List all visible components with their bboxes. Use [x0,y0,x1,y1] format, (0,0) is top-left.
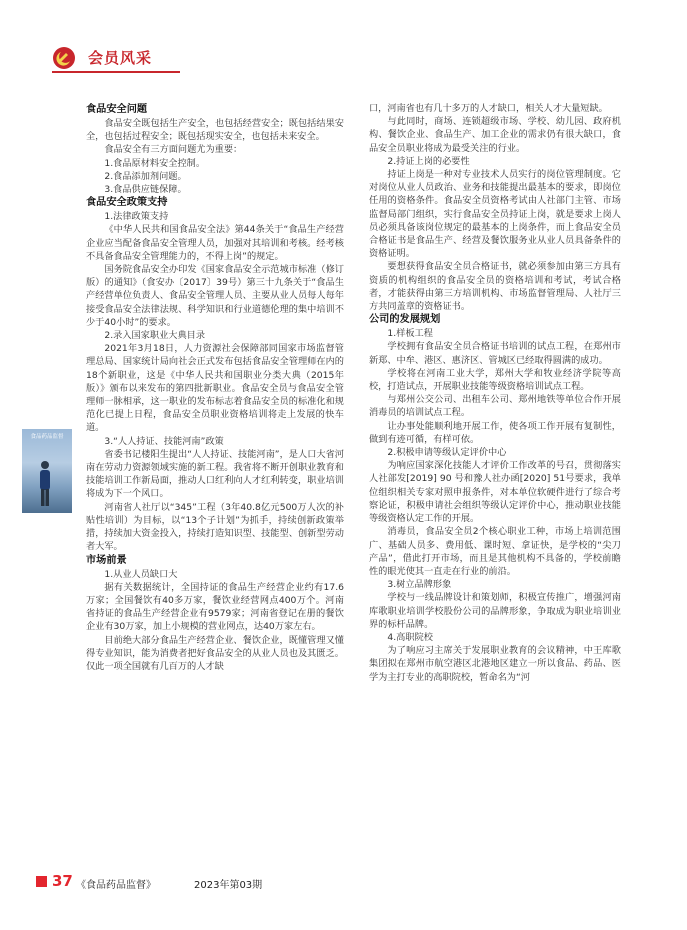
paragraph: 食品安全既包括生产安全，也包括经营安全；既包括结果安全，也包括过程安全；既包括现实安全，也包括未来安全。 [86,118,344,143]
paragraph: 与此同时，商场、连锁超级市场、学校、幼儿园、政府机构、餐饮企业、食品生产、加工企业的需求仍有很大缺口，食品安全员职业将成为最受关注的行业。 [369,116,621,154]
paragraph: 据有关数据统计，全国持证的食品生产经营企业约有17.6万家；全国餐饮有40多万家，餐饮业经营网点400万个。河南省持证的食品生产经营企业有9579家；河南省登记在册的餐饮企业有30万家，加上小规模的营业网点，达40万家左右。 [86,581,344,633]
side-photo [22,429,72,513]
header-rule [52,71,180,73]
list-item: 2.食品添加剂问题。 [104,170,187,182]
list-item: 2.积极申请等级认定评价中心 [387,447,507,459]
list-item: 3.“人人持证、技能河南”政策 [104,435,224,447]
issue-label: 2023年第03期 [194,880,263,891]
paragraph: 《中华人民共和国食品安全法》第44条关于“食品生产经营企业应当配备食品安全管理人员，加强对其培训和考核。经考核不具备食品安全管理能力的，不得上岗”的规定。 [86,224,344,262]
section-header [52,46,192,72]
paragraph: 学校与一线品牌设计和策划师，积极宣传推广，增强河南库歌职业培训学校股份公司的品牌形象，争取成为职业培训业界的标杆品牌。 [369,592,621,630]
paragraph: 学校将在河南工业大学，郑州大学和牧业经济学院等高校，打造试点，开展职业技能等级资格培训试点工程。 [369,367,621,393]
side-photo-label: 食品药品监督 [30,434,64,440]
paragraph: 持证上岗是一种对专业技术人员实行的岗位管理制度。它对岗位从业人员政治、业务和技能提出最基本的要求，即岗位任用的资格条件。食品安全员资格考试由人社部门主管、市场监督局部门组织，实行食品安全员持证上岗，就是要求上岗人员必须具备该岗位规定的最基本的上岗条件，而上食品安全员合格证书是食品生产、经营及餐饮服务业从业人员具备条件的资格证明。 [369,169,621,260]
list-item: 1.食品原材料安全控制。 [104,157,206,169]
section-title: 会员风采 [88,49,153,67]
list-item: 1.样板工程 [387,328,433,340]
left-column [86,103,344,673]
paragraph: 省委书记楼阳生提出“人人持证、技能河南”，是人口大省河南在劳动力资源领域实施的新工程。我省将不断开创职业教育和技能培训工作新局面，推动人口红利向人才红利转变，职业培训将成为下一个风口。 [86,448,344,500]
paragraph: 口，河南省也有几十多万的人才缺口，相关人才大量短缺。 [369,103,608,114]
section-heading: 公司的发展规划 [369,314,441,326]
section-heading: 市场前景 [86,554,127,566]
list-item: 1.法律政策支持 [104,211,169,223]
section-heading: 食品安全政策支持 [86,197,168,209]
section-heading: 食品安全问题 [86,104,148,115]
paragraph: 消毒员，食品安全员2个核心职业工种，市场上培训范围广、基础人员多、费用低、课时短、拿证快，是学校的“尖刀产品”，借此打开市场，而且是其他机构不具备的，学校前瞻性的眼光使其一直走在行业的前沿。 [369,526,621,577]
paragraph: 国务院食品安全办印发《国家食品安全示范城市标准（修订版）的通知》（食安办〔2017〕39号）第三十九条关于“食品生产经营单位负责人、食品安全管理人员、主要从业人员每人每年接受食品安全法律法规、科学知识和行业道德伦理的集中培训不少于40小时”的要求。 [86,264,344,328]
paragraph: 2021年3月18日，人力资源社会保障部同国家市场监督管理总局、国家统计局向社会正式发布包括食品安全管理师在内的18个新职业，这是《中华人民共和国职业分类大典（2015年版）》颁布以来发布的第四批新职业。食品安全员与食品安全管理师一脉相承，这一职业的发布标志着食品安全员的标准化和规范化已提上日程，食品安全员职业资格培训将走上发展的快车道。 [86,343,344,434]
footer-marker [36,876,47,887]
list-item: 3.树立品牌形象 [387,579,452,591]
list-item: 2.录入国家职业大典目录 [104,330,206,342]
paragraph: 让办事处能顺利地开展工作，使各项工作开展有复制性，做到有迹可循，有样可依。 [369,420,621,445]
page-number: 37 [52,872,73,890]
page-footer [36,874,336,890]
person-figure-icon [36,459,54,507]
paragraph: 要想获得食品安全员合格证书，就必须参加由第三方具有资质的机构组织的食品安全员的资格培训和考试，考试合格者，才能获得由第三方培训机构、市场监督管理局、人社厅三方共同盖章的资格证书。 [369,261,621,313]
list-item: 4.高职院校 [387,631,433,643]
paragraph: 与郑州公交公司、出租车公司、郑州地铁等单位合作开展消毒员的培训试点工程。 [369,394,621,419]
paragraph: 食品安全有三方面问题尤为重要： [104,144,243,156]
list-item: 3.食品供应链保障。 [104,184,187,196]
list-item: 2.持证上岗的必要性 [387,155,470,167]
paragraph: 为了响应习主席关于发展职业教育的会议精神，中王库歌集团拟在郑州市航空港区北港地区建立一所以食品、药品、医学为主打专业的高职院校，暂命名为“河 [369,645,621,683]
paragraph: 学校拥有食品安全员合格证书培训的试点工程，在郑州市新郑、中牟、港区、惠济区、管城区已经取得圆满的成功。 [369,341,621,366]
party-emblem-icon [52,46,76,70]
right-column [369,102,621,684]
journal-name: 《食品药品监督》 [76,880,156,891]
paragraph: 目前绝大部分食品生产经营企业、餐饮企业，既懂管理又懂得专业知识，能为消费者把好食品安全的从业人员也及其匮乏。仅此一项全国就有几百万的人才缺 [86,634,344,672]
paragraph: 为响应国家深化技能人才评价工作改革的号召，贯彻落实人社部发[2019] 90 号和豫人社办函[2020] 51号要求，我单位组织相关专家对照申报条件，对本单位软硬件进行了综合考察论证，积极申请社会组织等级认定评价中心，推动职业技能等级资格认定工作的开展。 [369,460,621,525]
list-item: 1.从业人员缺口大 [104,568,178,580]
paragraph: 河南省人社厅以“345”工程（3年40.8亿元500万人次的补贴性培训）为目标，以“13个子计划”为抓手，持续创新政策举措，持续加大资金投入，持续打造知识型、技能型、创新型劳动者大军。 [86,501,344,553]
